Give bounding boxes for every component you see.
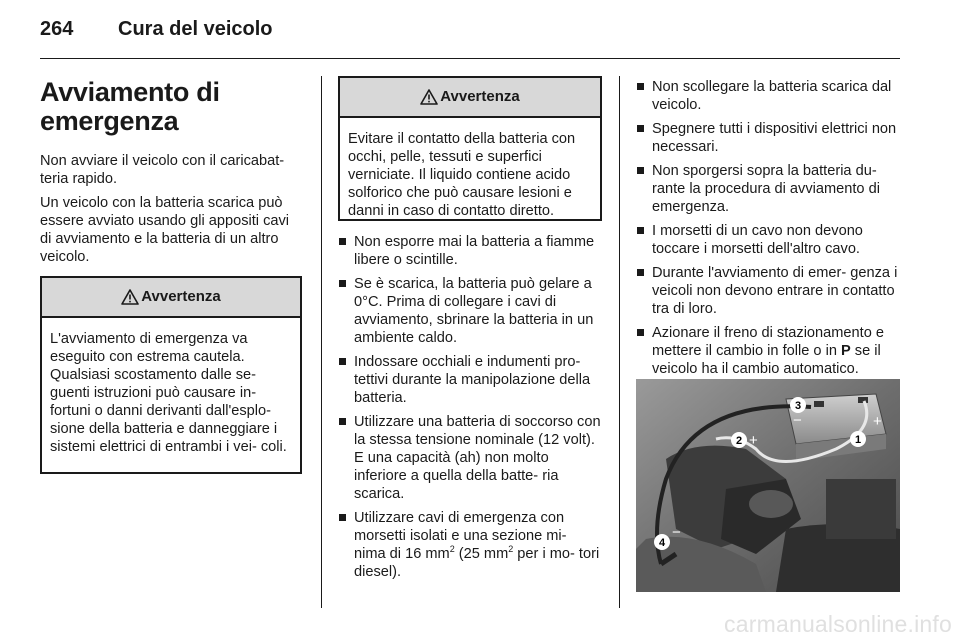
engine-bay-illustration (636, 379, 900, 592)
procedure-list (636, 78, 900, 378)
column-3 (636, 78, 900, 384)
heading (40, 78, 302, 136)
watermark: carmanualsonline.info (724, 611, 952, 637)
section-title: Cura del veicolo (118, 18, 273, 40)
list-item (338, 509, 602, 581)
list-item: Non scollegare la batteria scarica dal veicolo. (636, 78, 900, 114)
heading-line-1: Avviamento di (40, 77, 220, 107)
list-item: Durante l'avviamento di emer- genza i veicoli non devono entrare in contatto tra di loro. (636, 264, 900, 318)
callout-2-number: 2 (735, 435, 743, 447)
callout-2-sign: + (749, 432, 758, 449)
list-item: Spegnere tutti i dispositivi elettrici non necessari. (636, 120, 900, 156)
header-rule (40, 58, 900, 59)
warning-text: L'avviamento di emergenza va eseguito con estrema cautela. Qualsiasi scostamento dalle se- guenti istruzioni può causare in- fortuni o danni derivanti dall'esplo- sione della batteria e danneggiare i sistemi elettrici di entrambi i vei- coli. (50, 331, 287, 455)
column-divider-1 (321, 76, 322, 608)
intro-paragraph-1: Non avviare il veicolo con il caricabat- teria rapido. (40, 153, 285, 187)
warning-triangle-icon (420, 89, 438, 105)
cable-text-3: per i mo- tori diesel). (354, 546, 600, 580)
list-item: Se è scarica, la batteria può gelare a 0°C. Prima di collegare i cavi di avviamento, sbrinare la batteria in un ambiente caldo. (338, 275, 602, 347)
brake-text-2: se il veicolo ha il cambio automatico. (652, 343, 881, 377)
jump-start-photo (636, 379, 900, 592)
list-item: Non sporgersi sopra la batteria du- rante la procedura di avviamento di emergenza. (636, 162, 900, 216)
cable-text-2: (25 mm (454, 546, 509, 562)
cable-text-1: Utilizzare cavi di emergenza con morsetti isolati e una sezione mi- nima di 16 mm (354, 510, 567, 562)
warning-header (42, 278, 300, 318)
list-item: Utilizzare una batteria di soccorso con la stessa tensione nominale (12 volt). E una capacità (ah) non molto inferiore a quella della batte- ria scarica. (338, 413, 602, 503)
precautions-list (338, 233, 602, 581)
superscript: 2 (508, 544, 514, 554)
callout-1-sign: + (873, 413, 882, 430)
warning-text: Evitare il contatto della batteria con occhi, pelle, tessuti e superfici verniciate. Il liquido contiene acido solforico che può causare lesioni e danni in caso di contatto diretto. (348, 131, 576, 219)
warning-box-1 (40, 276, 302, 474)
heading-line-2: emergenza (40, 106, 179, 136)
superscript: 2 (449, 544, 455, 554)
gear-p-label: P (841, 343, 851, 359)
callout-1-number: 1 (854, 434, 862, 446)
list-item: Non esporre mai la batteria a fiamme libere o scintille. (338, 233, 602, 269)
column-divider-2 (619, 76, 620, 608)
page-header (40, 18, 900, 54)
list-item (636, 324, 900, 378)
warning-title: Avvertenza (440, 88, 520, 105)
callout-4-sign: − (672, 524, 681, 541)
page-number: 264 (40, 18, 74, 40)
list-item: Indossare occhiali e indumenti pro- tettivi durante la manipolazione della batteria. (338, 353, 602, 407)
brake-text-1: Azionare il freno di stazionamento e mettere il cambio in folle o in (652, 325, 885, 359)
callout-3-number: 3 (794, 400, 802, 412)
list-item: I morsetti di un cavo non devono toccare i morsetti dell'altro cavo. (636, 222, 900, 258)
warning-title: Avvertenza (141, 288, 221, 305)
column-1 (40, 78, 302, 474)
warning-header (340, 78, 600, 118)
warning-box-2 (338, 76, 602, 221)
column-2 (338, 76, 602, 587)
warning-triangle-icon (121, 289, 139, 305)
callout-4-number: 4 (658, 537, 666, 549)
intro-paragraph-2: Un veicolo con la batteria scarica può essere avviato usando gli appositi cavi di avviamento e la batteria di un altro veicolo. (40, 195, 290, 265)
callout-3-sign: − (793, 412, 802, 429)
